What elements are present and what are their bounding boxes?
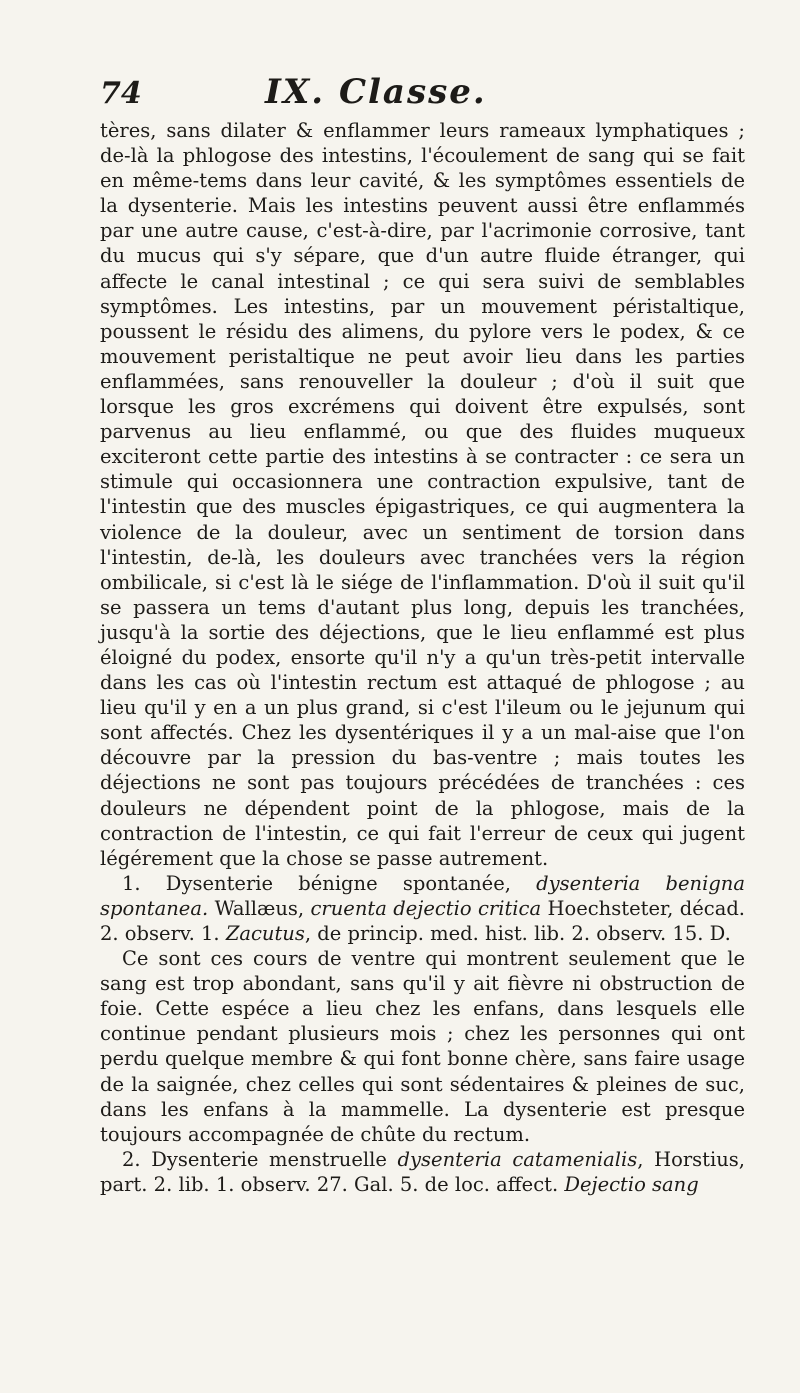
paragraph-description: Ce sont ces cours de ventre qui montrent seulement que le sang est trop abondant, sans qu'il y ait fièvre ni obstruction de foie. Cette espéce a lieu chez les enfans, dans lesquels elle continue pendant plusieurs mois ; chez les personnes qui ont perdu quelque membre & qui font bonne chère, sans faire usage de la saignée, chez celles qui sont sédentaires & pleines de suc, dans les enfans à la mammelle. La dysenterie est presque toujours accompagnée de chûte du rectum. (100, 947, 745, 1146)
entry-2-synonym: Dejectio sang (564, 1172, 699, 1196)
page-header (100, 72, 745, 112)
page-number: 74 (100, 76, 142, 111)
entry-2-reference: , Horstius, part. 2. lib. 1. observ. 27. Gal. 5. de loc. affect. (100, 1147, 745, 1196)
entry-dysenterie-menstruelle (100, 1147, 745, 1197)
body-text (100, 118, 745, 1197)
entry-1-author: Wallæus, (208, 896, 311, 920)
entry-dysenterie-benigne (100, 871, 745, 946)
entry-1-title: 1. Dysenterie bénigne spontanée, (122, 871, 537, 895)
running-title: IX. Classe. (265, 72, 487, 112)
entry-2-title: 2. Dysenterie menstruelle (122, 1147, 398, 1171)
entry-1-author-2: Zacutus (225, 922, 305, 945)
entry-1-latin-name: dysenteria benigna spontanea. (100, 871, 745, 920)
entry-2-latin-name: dysenteria catamenialis (397, 1147, 638, 1171)
entry-1-reference: Hoechsteter, décad. 2. observ. 1. (100, 896, 745, 945)
entry-1-reference-2: , de princip. med. hist. lib. 2. observ. 15. D. (304, 922, 731, 945)
entry-1-synonym: cruenta dejectio critica (310, 896, 542, 920)
paragraph-continued: tères, sans dilater & enflammer leurs rameaux lymphatiques ; de-là la phlogose des intestins, l'écoulement de sang qui se fait en même-tems dans leur cavité, & les symptômes essentiels de la dysenterie. Mais les intestins peuvent aussi être enflammés par une autre cause, c'est-à-dire, par l'acrimonie corrosive, tant du mucus qui s'y sépare, que d'un autre fluide étranger, qui affecte le canal intestinal ; ce qui sera suivi de semblables symptômes. Les intestins, par un mouvement péristaltique, poussent le résidu des alimens, du pylore vers le podex, & ce mouvement peristaltique ne peut avoir lieu dans les parties enflammées, sans renouveller la douleur ; d'où il suit que lorsque les gros excrémens qui doivent être expulsés, sont parvenus au lieu enflammé, ou que des fluides muqueux exciteront cette partie des intestins à se contracter : ce sera un stimule qui occasionnera une contraction expulsive, tant de l'intestin que des muscles épigastriques, ce qui augmentera la violence de la douleur, avec un sentiment de torsion dans l'intestin, de-là, les douleurs avec tranchées vers la région ombilicale, si c'est là le siége de l'inflammation. D'où il suit qu'il se passera un tems d'autant plus long, depuis les tranchées, jusqu'à la sortie des déjections, que le lieu enflammé est plus éloigné du podex, ensorte qu'il n'y a qu'un très-petit intervalle dans les cas où l'intestin rectum est attaqué de phlogose ; au lieu qu'il y en a un plus grand, si c'est l'ileum ou le jejunum qui sont affectés. Chez les dysentériques il y a un mal-aise que l'on découvre par la pression du bas-ventre ; mais toutes les déjections ne sont pas toujours précédées de tranchées : ces douleurs ne dépendent point de la phlogose, mais de la contraction de l'intestin, ce qui fait l'erreur de ceux qui jugent légérement que la chose se passe autrement. (100, 119, 745, 870)
